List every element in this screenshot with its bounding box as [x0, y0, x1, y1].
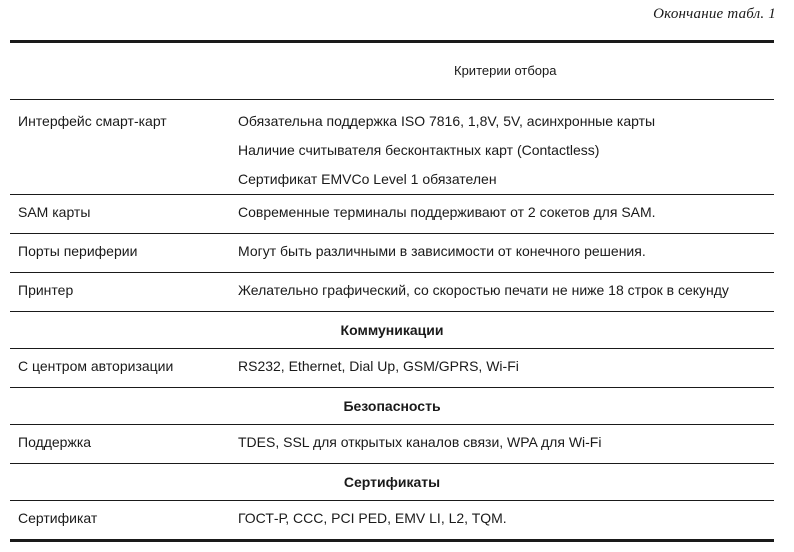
row-value: Современные терминалы поддерживают от 2 сокетов для SAM.	[238, 204, 656, 220]
table-caption: Окончание табл. 1	[653, 6, 776, 22]
table-row-ports	[10, 234, 774, 272]
row-label: Поддержка	[18, 434, 92, 450]
row-label: Порты периферии	[18, 243, 138, 259]
row-value: Желательно графический, со скоростью печати не ниже 18 строк в секунду	[238, 282, 729, 298]
row-value: Могут быть различными в зависимости от конечного решения.	[238, 243, 646, 259]
row-label: Сертификат	[18, 510, 98, 526]
section-heading-communications: Коммуникации	[340, 322, 444, 338]
row-label: SAM карты	[18, 204, 91, 220]
section-heading-certificates: Сертификаты	[343, 474, 441, 490]
table-row-smartcard	[10, 100, 774, 194]
row-label: С центром авторизации	[18, 358, 174, 374]
row-value-line: Сертификат EMVCo Level 1 обязателен	[238, 171, 497, 187]
header-criteria: Критерии отбора	[454, 63, 557, 78]
table-row-printer	[10, 273, 774, 311]
table-bottom-rule	[10, 539, 774, 542]
table-row-cert	[10, 501, 774, 539]
table-header	[10, 43, 774, 99]
row-value-line: Наличие считывателя бесконтактных карт (Contactless)	[238, 142, 600, 158]
section-heading-security: Безопасность	[343, 398, 441, 414]
row-label: Принтер	[18, 282, 74, 298]
table-row-sam	[10, 195, 774, 233]
criteria-table	[10, 40, 774, 542]
row-label: Интерфейс смарт-карт	[18, 113, 167, 129]
row-value-line: Обязательна поддержка ISO 7816, 1,8V, 5V, асинхронные карты	[238, 113, 656, 129]
row-value: RS232, Ethernet, Dial Up, GSM/GPRS, Wi-Fi	[238, 358, 519, 374]
row-value: ГОСТ-Р, CCC, PCI PED, EMV LI, L2, TQM.	[238, 510, 507, 526]
table-row-auth	[10, 349, 774, 387]
table-row-support	[10, 425, 774, 463]
row-value: TDES, SSL для открытых каналов связи, WPA для Wi-Fi	[238, 434, 602, 450]
row-value	[238, 107, 774, 194]
